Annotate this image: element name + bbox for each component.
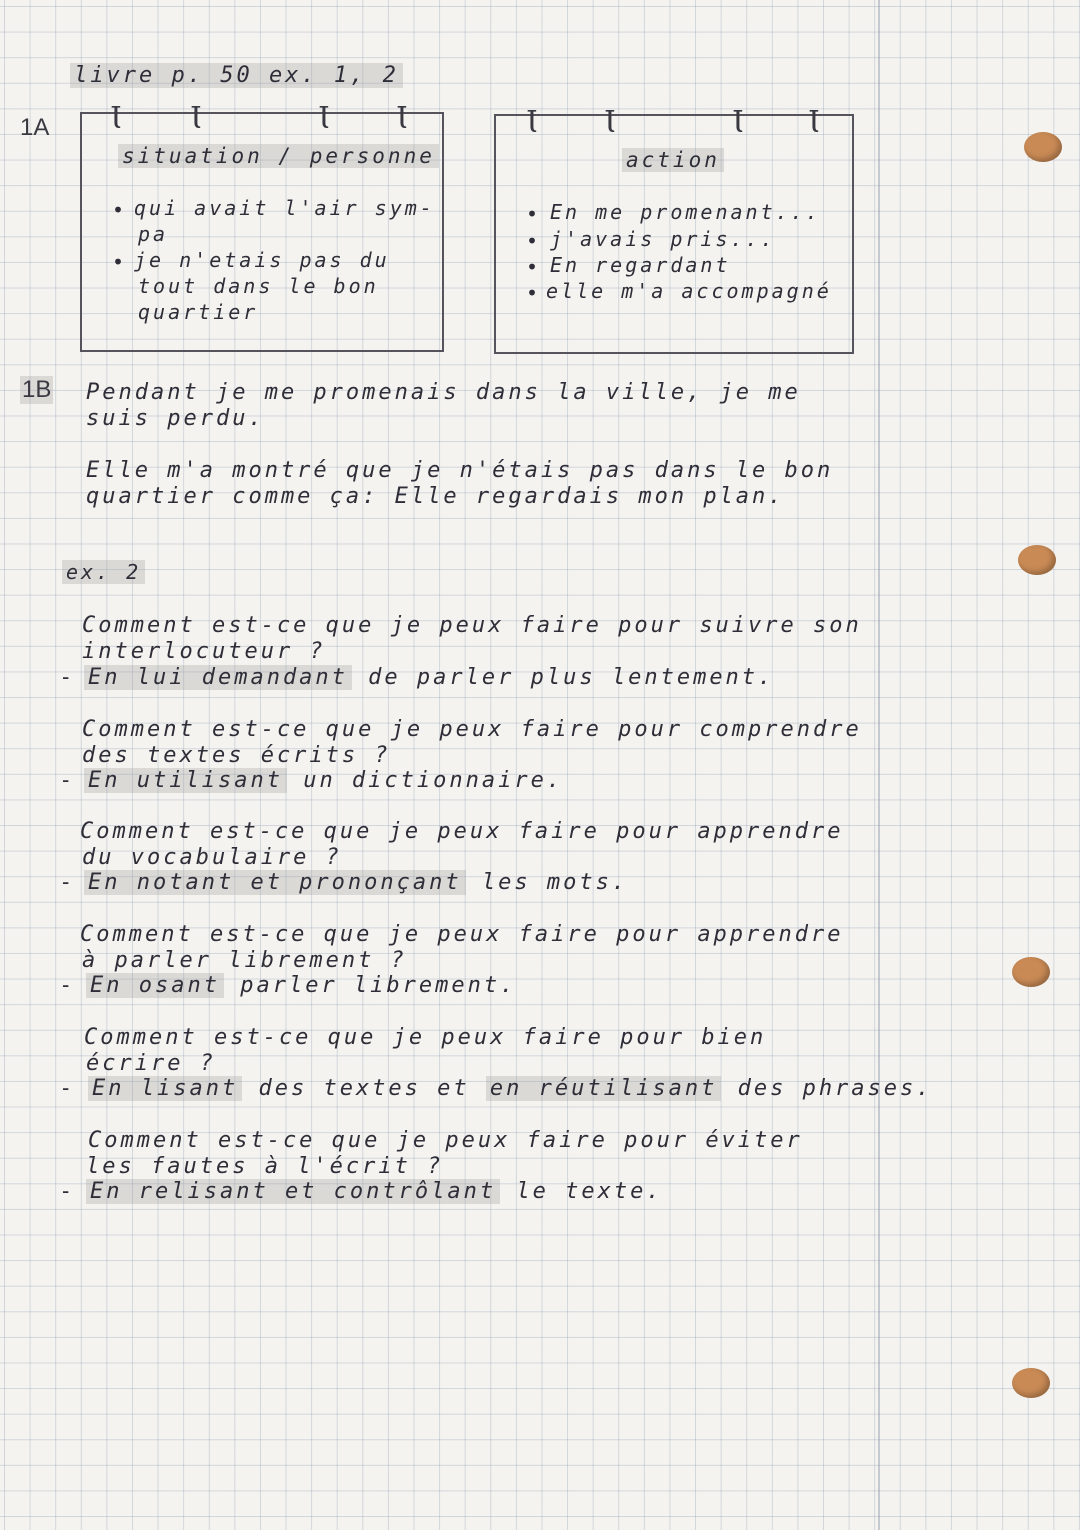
- box-line: j'avais pris...: [550, 227, 776, 251]
- answer-highlight: En utilisant: [84, 768, 287, 793]
- binder-hole: [1024, 132, 1062, 162]
- answer-text: les mots.: [465, 870, 629, 895]
- answer-line: [84, 870, 628, 895]
- answer-highlight: En notant et prononçant: [84, 870, 466, 895]
- box-line: quartier: [138, 300, 259, 324]
- box-line: qui avait l'air sym-: [134, 196, 435, 220]
- answer-highlight: En relisant et contrôlant: [86, 1179, 500, 1204]
- answer-highlight: En lui demandant: [84, 665, 352, 690]
- question-line: interlocuteur ?: [82, 639, 326, 664]
- question-line: Comment est-ce que je peux faire pour apprendre: [80, 922, 844, 947]
- box-title: situation / personne: [118, 144, 439, 168]
- answer-text: le texte.: [500, 1179, 663, 1204]
- answer-line: suis perdu.: [86, 406, 265, 431]
- answer-line: quartier comme ça: Elle regardais mon plan.: [86, 484, 785, 509]
- box-line: tout dans le bon: [138, 274, 379, 298]
- question-line: Comment est-ce que je peux faire pour suivre son: [82, 613, 862, 638]
- question-line: Comment est-ce que je peux faire pour apprendre: [80, 819, 844, 844]
- answer-line: [86, 973, 516, 998]
- answer-dash: -: [62, 664, 70, 689]
- answer-text: des textes et: [242, 1076, 486, 1101]
- answer-highlight: en réutilisant: [486, 1076, 721, 1101]
- answer-dash: -: [62, 767, 70, 792]
- exercise-label-ex2: ex. 2: [62, 560, 145, 584]
- box-line: je n'etais pas du: [134, 248, 390, 272]
- box-line: En regardant: [550, 253, 731, 277]
- question-line: écrire ?: [86, 1051, 216, 1076]
- answer-line: Pendant je me promenais dans la ville, je me: [86, 380, 801, 405]
- answer-text: parler librement.: [223, 973, 517, 998]
- box-line: •: [526, 202, 542, 226]
- binder-hole: [1012, 1368, 1050, 1398]
- answer-dash: -: [62, 869, 70, 894]
- answer-line: [84, 768, 563, 793]
- box-line: •: [526, 281, 542, 305]
- answer-line: [84, 665, 774, 690]
- ring-icon: Ɩ: [808, 105, 820, 140]
- question-line: Comment est-ce que je peux faire pour éviter: [88, 1128, 803, 1153]
- ring-icon: Ɩ: [526, 105, 538, 140]
- answer-text: des phrases.: [721, 1076, 933, 1101]
- question-line: du vocabulaire ?: [82, 845, 342, 870]
- answer-line: Elle m'a montré que je n'étais pas dans le bon: [86, 458, 834, 483]
- ring-icon: Ɩ: [318, 101, 330, 136]
- answer-highlight: En lisant: [88, 1076, 242, 1101]
- box-line: elle m'a accompagné: [546, 279, 832, 303]
- page-margin-line: [878, 0, 880, 1530]
- box-line: •: [526, 255, 542, 279]
- box-line: •: [112, 250, 128, 274]
- answer-text: un dictionnaire.: [286, 768, 564, 793]
- question-line: à parler librement ?: [82, 948, 407, 973]
- notes-box-action: [494, 105, 854, 354]
- ring-icon: Ɩ: [732, 105, 744, 140]
- box-line: pa: [138, 222, 169, 246]
- answer-dash: -: [62, 1075, 70, 1100]
- binder-hole: [1012, 957, 1050, 987]
- question-line: Comment est-ce que je peux faire pour comprendre: [82, 717, 862, 742]
- box-line: En me promenant...: [550, 200, 821, 224]
- ring-icon: Ɩ: [396, 101, 408, 136]
- ring-icon: Ɩ: [604, 105, 616, 140]
- question-line: des textes écrits ?: [82, 743, 391, 768]
- box-line: •: [112, 198, 128, 222]
- binder-hole: [1018, 545, 1056, 575]
- question-line: les fautes à l'écrit ?: [86, 1154, 444, 1179]
- answer-line: [88, 1076, 933, 1101]
- question-line: Comment est-ce que je peux faire pour bien: [84, 1025, 767, 1050]
- box-title: action: [622, 148, 724, 172]
- exercise-number-1b: 1B: [22, 376, 52, 403]
- box-line: •: [526, 229, 542, 253]
- ring-icon: Ɩ: [110, 101, 122, 136]
- answer-text: de parler plus lentement.: [351, 665, 775, 690]
- answer-line: [86, 1179, 663, 1204]
- answer-dash: -: [62, 1178, 70, 1203]
- answer-dash: -: [62, 972, 70, 997]
- ring-icon: Ɩ: [190, 101, 202, 136]
- notes-box-situation: [80, 101, 444, 352]
- page-reference: livre p. 50 ex. 1, 2: [70, 63, 403, 88]
- exercise-number-1a: 1A: [20, 114, 50, 141]
- answer-highlight: En osant: [86, 973, 224, 998]
